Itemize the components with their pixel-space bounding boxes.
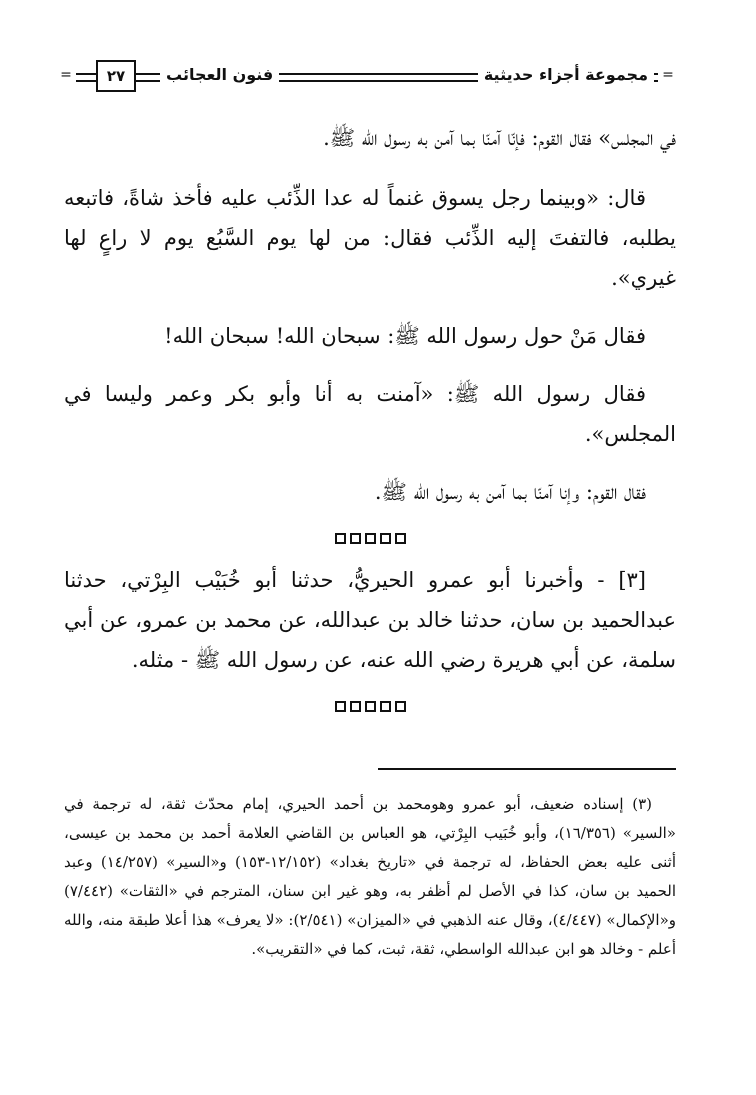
page-number: ٢٧ — [96, 60, 136, 92]
separator-square — [380, 701, 391, 712]
separator-square — [365, 701, 376, 712]
separator-square — [365, 533, 376, 544]
header-left-mark: = — [56, 66, 76, 84]
separator-square — [350, 701, 361, 712]
footnote-text: (٣) إسناده ضعيف، أبو عمرو وهومحمد بن أحمد الحيري، إمام محدّث ثقة، له ترجمة في «السير» (١٦/٣٥٦)، وأبو خُبَيب البِرْتي، هو العباس بن القاضي العلامة أحمد بن محمد بن عيسى، أثنى عليه بعض الحفاظ، له ترجمة في «تاريخ بغداد» (١٢/١٥٢-١٥٣) و«السير» (١٤/٢٥٧) وعبد الحميد بن سان، كذا في الأصل لم أظفر به، وهو غير ابن سنان، المترجم في «الثقات» (٧/٤٤٢) و«الإكمال» (٤/٤٤٧)، وقال عنه الذهبي في «الميزان» (٢/٥٤١): «لا يعرف» هذا أعلا طبقة منه، والله أعلم - وخالد هو ابن عبدالله الواسطي، ثقة، ثبت، كما في «التقريب». — [64, 795, 676, 958]
paragraph-companions-response: فقال مَنْ حول رسول الله ﷺ: سبحان الله! سبحان الله! — [164, 324, 646, 348]
separator-square — [335, 701, 346, 712]
paragraph-prophet-response: فقال رسول الله ﷺ: «آمنت به أنا وأبو بكر وعمر وليسا في المجلس». — [64, 382, 676, 446]
footnote-rule — [378, 768, 676, 770]
book-title: مجموعة أجزاء حديثية — [478, 63, 654, 87]
main-text — [64, 118, 676, 728]
hadith-paragraph: [٣] - وأخبرنا أبو عمرو الحيريُّ، حدثنا أبو خُبَيْب البِرْتي، حدثنا عبدالحميد بن سان، حدثنا خالد بن عبدالله، عن محمد بن عمرو، عن أبي سلمة، عن أبي هريرة رضي الله عنه، عن رسول الله ﷺ - مثله. — [64, 568, 676, 672]
section-title: فنون العجائب — [160, 63, 279, 87]
separator-square — [380, 533, 391, 544]
separator-square — [395, 701, 406, 712]
footnote — [64, 790, 676, 964]
paragraph-wolf-story: قال: «وبينما رجل يسوق غنماً له عدا الذِّئب عليه فأخذ شاةً، فاتبعه يطلبه، فالتفتَ إليه الذِّئب فقال: من لها يوم السَّبُع يوم لا راعٍ لها غيري». — [64, 186, 676, 290]
separator-square — [395, 533, 406, 544]
running-header — [56, 60, 678, 94]
separator-square — [335, 533, 346, 544]
paragraph-people-response: فقال القوم: وإنا آمنّا بما آمن به رسول الله ﷺ. — [374, 480, 646, 504]
paragraph-continuation: في المجلس» فقال القوم: فإنّا آمنّا بما آمن به رسول الله ﷺ. — [323, 126, 676, 150]
section-separator — [64, 698, 676, 712]
section-separator — [64, 530, 676, 544]
header-right-mark: = — [658, 66, 678, 84]
separator-square — [350, 533, 361, 544]
